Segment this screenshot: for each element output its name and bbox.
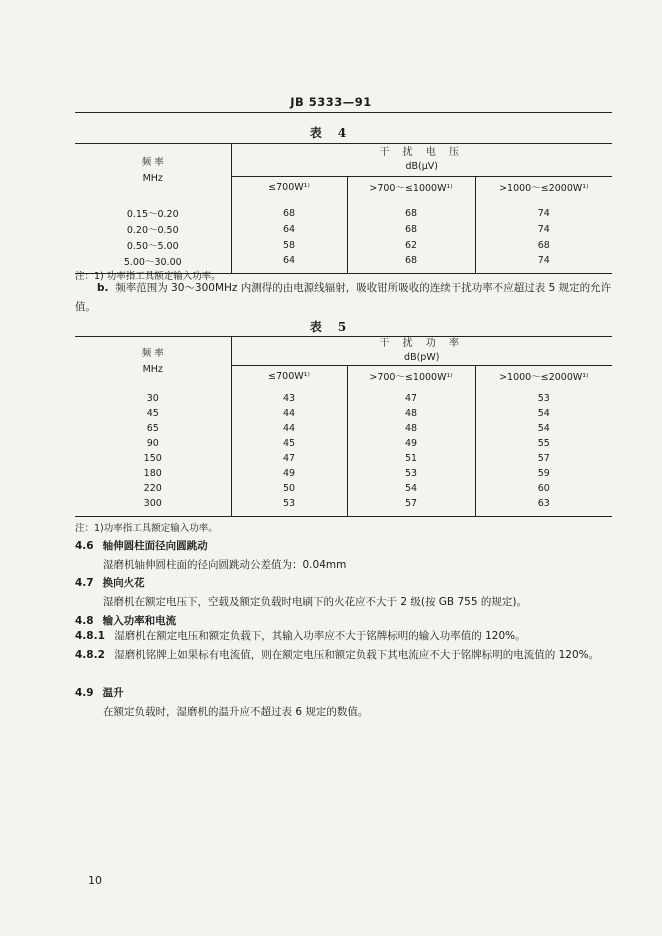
section-4-8-2-number: 4.8.2 bbox=[75, 649, 105, 661]
section-4-9-title: 温升 bbox=[102, 687, 124, 699]
table5-cell-freq: 150 bbox=[75, 451, 231, 466]
table5-cell-a: 43 bbox=[231, 386, 347, 406]
table5-cell-freq: 45 bbox=[75, 406, 231, 421]
table5-note: 注：1)功率指工具额定输入功率。 bbox=[75, 523, 218, 534]
table4-freq-label: 频 率 bbox=[141, 156, 164, 168]
section-4-9-number: 4.9 bbox=[75, 687, 94, 699]
table5-row bbox=[75, 386, 612, 406]
section-4-8-2 bbox=[75, 645, 615, 665]
table4-cell-c: 74 bbox=[537, 223, 550, 235]
table5-cell-b: 49 bbox=[347, 436, 475, 451]
table4-cell-c: 68 bbox=[537, 239, 550, 251]
section-4-8-1-text: 湿磨机在额定电压和额定负载下，其输入功率应不大于铭牌标明的输入功率值的 120%。 bbox=[114, 630, 526, 642]
page-number: 10 bbox=[88, 874, 102, 887]
section-4-8-title: 输入功率和电流 bbox=[102, 615, 177, 627]
section-4-7-title: 换向火花 bbox=[102, 577, 145, 589]
table5-cell-freq: 65 bbox=[75, 421, 231, 436]
table5-cell-a: 53 bbox=[231, 496, 347, 516]
standard-number: JB 5333—91 bbox=[290, 95, 372, 109]
table5-col-b-header: >700～≤1000W¹⁾ bbox=[347, 366, 475, 387]
table4-cell-b: 68 bbox=[347, 197, 475, 221]
table5-cell-b: 57 bbox=[347, 496, 475, 516]
table5-row bbox=[75, 496, 612, 516]
table5-cell-a: 44 bbox=[231, 421, 347, 436]
table5-cell-c: 57 bbox=[537, 453, 550, 464]
table4-group-title: 干 扰 电 压 bbox=[379, 147, 465, 158]
table4-note: 注：1) 功率指工具额定输入功率。 bbox=[75, 271, 221, 282]
table4-cell-freq: 5.00～30.00 bbox=[75, 253, 231, 273]
table5-cell-b: 54 bbox=[347, 481, 475, 496]
table5-row bbox=[75, 466, 612, 481]
section-4-8-1 bbox=[75, 626, 615, 646]
table5-cell-c: 53 bbox=[537, 392, 550, 404]
table4-row bbox=[75, 221, 612, 237]
table4-row bbox=[75, 197, 612, 221]
table4-col-b-header: >700～≤1000W¹⁾ bbox=[347, 177, 475, 198]
table5-freq-label: 频 率 bbox=[141, 347, 164, 359]
section-4-9-heading bbox=[75, 685, 124, 700]
section-4-8-1-number: 4.8.1 bbox=[75, 630, 105, 642]
section-4-9-text: 在额定负载时，湿磨机的温升应不超过表 6 规定的数值。 bbox=[103, 706, 369, 718]
table5-row bbox=[75, 421, 612, 436]
table4-caption: 表 4 bbox=[309, 126, 353, 140]
section-4-8-number: 4.8 bbox=[75, 615, 94, 627]
table4-col-a-header: ≤700W¹⁾ bbox=[231, 177, 347, 198]
section-4-7-number: 4.7 bbox=[75, 577, 94, 589]
table4-cell-freq: 0.15～0.20 bbox=[75, 197, 231, 221]
table5-cell-freq: 90 bbox=[75, 436, 231, 451]
table5-cell-b: 48 bbox=[347, 406, 475, 421]
table5-cell-b: 48 bbox=[347, 421, 475, 436]
table5-group-title: 干 扰 功 率 bbox=[379, 338, 465, 349]
table5-cell-c: 54 bbox=[537, 408, 550, 419]
table4-cell-a: 64 bbox=[231, 253, 347, 273]
table5-cell-a: 45 bbox=[231, 436, 347, 451]
table4-cell-b: 62 bbox=[347, 237, 475, 253]
table5-row bbox=[75, 436, 612, 451]
section-4-6-number: 4.6 bbox=[75, 540, 94, 552]
table5-group-header bbox=[231, 337, 612, 366]
table4-cell-b: 68 bbox=[347, 221, 475, 237]
table5-cell-c: 59 bbox=[537, 468, 550, 479]
table5-caption: 表 5 bbox=[309, 320, 353, 334]
table4 bbox=[75, 143, 612, 274]
table5-freq-unit: MHz bbox=[142, 363, 163, 375]
table5-cell-b: 53 bbox=[347, 466, 475, 481]
table5-cell-freq: 30 bbox=[75, 386, 231, 406]
section-4-6-text: 湿磨机轴伸圆柱面的径向圆跳动公差值为：0.04mm bbox=[103, 559, 347, 571]
table4-cell-a: 58 bbox=[231, 237, 347, 253]
table4-cell-b: 68 bbox=[347, 253, 475, 273]
table4-col-c-header: >1000～≤2000W¹⁾ bbox=[499, 183, 589, 194]
table4-freq-header bbox=[75, 144, 231, 198]
section-4-6-title: 轴伸圆柱面径向圆跳动 bbox=[102, 540, 208, 552]
table4-cell-freq: 0.50～5.00 bbox=[75, 237, 231, 253]
paragraph-b-text: 频率范围为 30～300MHz 内测得的由电源线辐射，吸收钳所吸收的连续干扰功率不应超过表 5 规定的允许值。 bbox=[75, 282, 612, 313]
table5-cell-b: 47 bbox=[347, 386, 475, 406]
table5-cell-c: 55 bbox=[537, 438, 550, 449]
table5-cell-freq: 300 bbox=[75, 496, 231, 516]
table4-cell-a: 68 bbox=[231, 197, 347, 221]
table5-freq-header bbox=[75, 337, 231, 387]
table5 bbox=[75, 336, 612, 517]
table5-cell-a: 49 bbox=[231, 466, 347, 481]
paragraph-b-label: b. bbox=[97, 282, 109, 294]
header-rule bbox=[75, 112, 612, 113]
table5-cell-a: 50 bbox=[231, 481, 347, 496]
table5-cell-freq: 220 bbox=[75, 481, 231, 496]
table5-row bbox=[75, 451, 612, 466]
table5-cell-c: 60 bbox=[537, 483, 550, 494]
table5-cell-b: 51 bbox=[347, 451, 475, 466]
table5-cell-a: 44 bbox=[231, 406, 347, 421]
table5-group-unit: dB(pW) bbox=[404, 352, 440, 363]
table4-cell-c: 74 bbox=[475, 253, 612, 273]
table5-row bbox=[75, 406, 612, 421]
table5-col-a-header: ≤700W¹⁾ bbox=[231, 366, 347, 387]
table5-col-c-header: >1000～≤2000W¹⁾ bbox=[499, 372, 589, 383]
table5-cell-a: 47 bbox=[231, 451, 347, 466]
table5-cell-freq: 180 bbox=[75, 466, 231, 481]
table4-freq-unit: MHz bbox=[142, 172, 163, 184]
section-4-8-2-text: 湿磨机铭牌上如果标有电流值，则在额定电压和额定负载下其电流应不大于铭牌标明的电流值的 120%。 bbox=[114, 649, 600, 661]
table4-cell-a: 64 bbox=[231, 221, 347, 237]
paragraph-b bbox=[75, 279, 615, 317]
section-4-7-text: 湿磨机在额定电压下，空载及额定负载时电刷下的火花应不大于 2 级(按 GB 755 的规定)。 bbox=[103, 596, 527, 608]
table4-cell-c: 74 bbox=[537, 207, 550, 219]
section-4-6-heading bbox=[75, 538, 208, 553]
table4-cell-freq: 0.20～0.50 bbox=[75, 221, 231, 237]
table4-group-unit: dB(μV) bbox=[405, 161, 438, 172]
table4-group-header bbox=[231, 144, 612, 177]
table5-cell-c: 63 bbox=[475, 496, 612, 516]
table4-row bbox=[75, 237, 612, 253]
table5-cell-c: 54 bbox=[537, 423, 550, 434]
table5-row bbox=[75, 481, 612, 496]
section-4-7-heading bbox=[75, 575, 145, 590]
